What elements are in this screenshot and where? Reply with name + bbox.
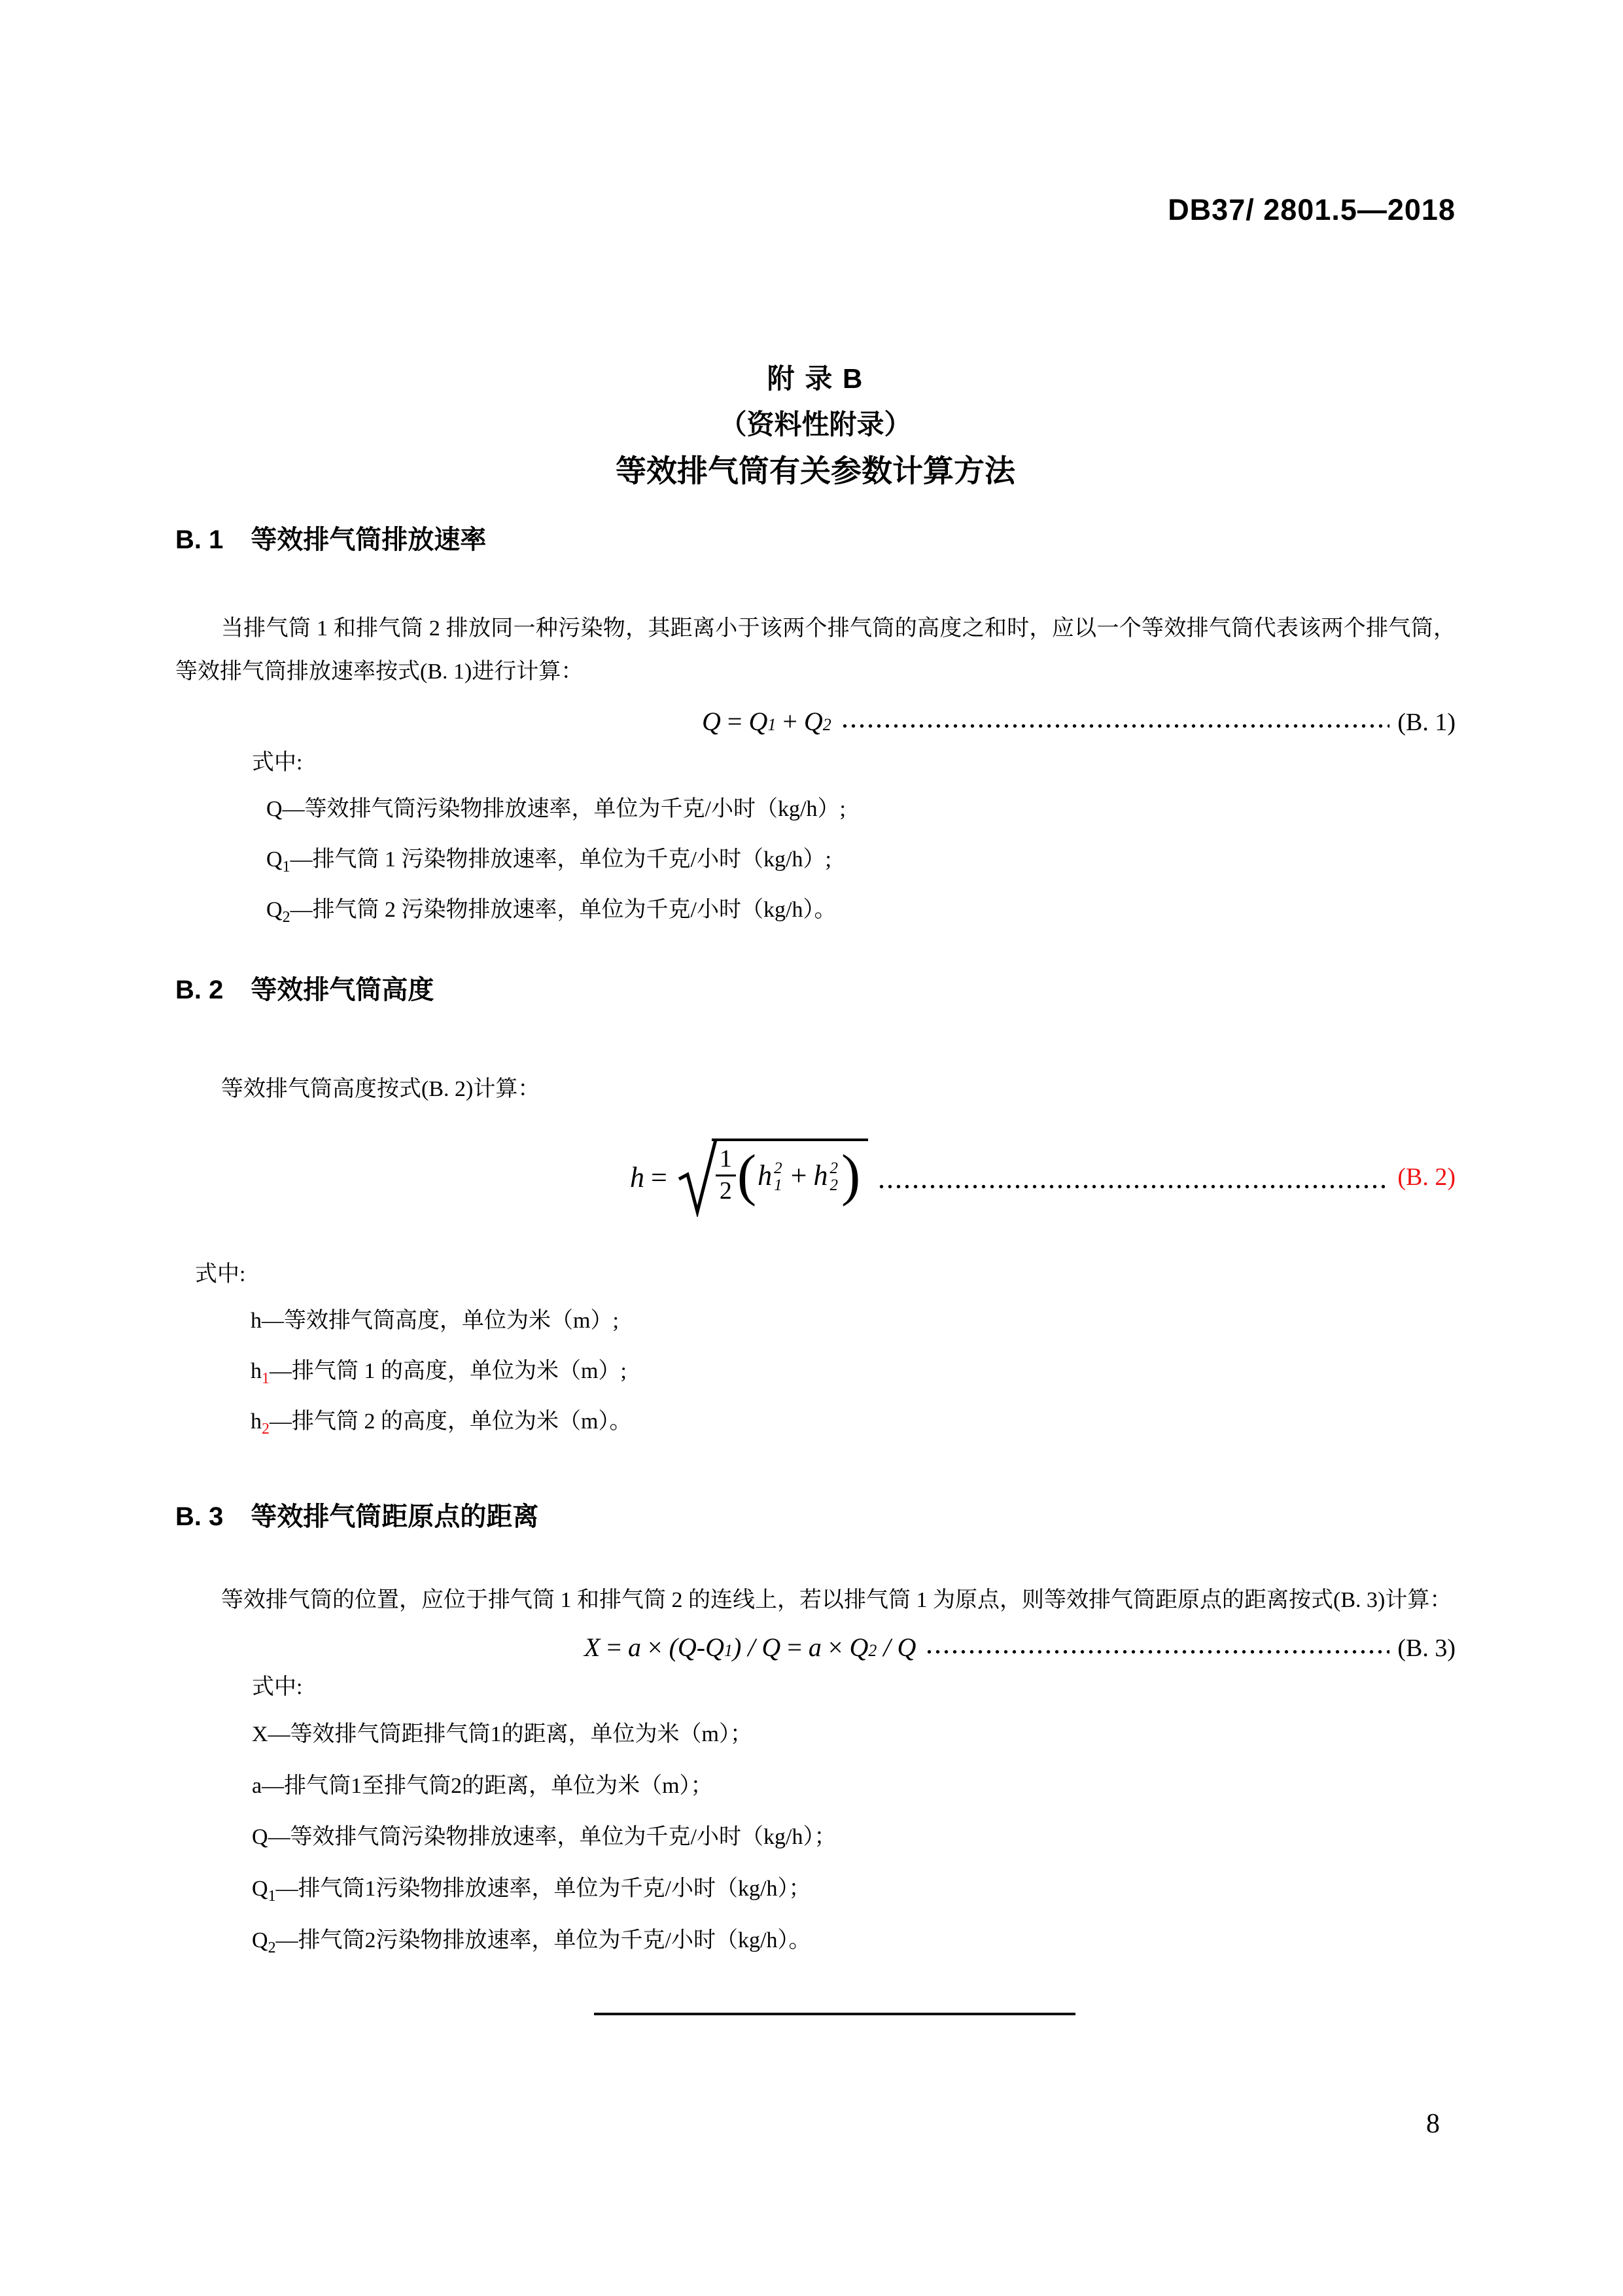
section-b1-paragraph: 当排气筒 1 和排气筒 2 排放同一种污染物，其距离小于该两个排气筒的高度之和时，应以一个等效排气筒代表该两个排气筒，等效排气筒排放速率按式(B. 1)进行计算：	[175, 616, 1456, 684]
page-header	[175, 195, 1456, 225]
formula-b3-QminusQ: (Q-Q	[669, 1632, 724, 1662]
definition-item	[252, 1867, 1456, 1918]
formula-b3-row	[175, 1629, 1456, 1663]
symbol: Q	[266, 847, 283, 872]
definition-item	[266, 838, 1456, 889]
definition-text: —等效排气筒污染物排放速率，单位为千克/小时（kg/h）；	[268, 1825, 837, 1850]
symbol-subscript: 1	[262, 1369, 270, 1387]
h2-supsub	[829, 1160, 838, 1195]
equals-sign: =	[651, 1161, 667, 1193]
symbol-subscript: 2	[268, 1939, 276, 1956]
formula-b1-Q2-subscript: 2	[822, 715, 831, 734]
h1-superscript: 2	[774, 1159, 782, 1177]
h1-supsub	[774, 1160, 782, 1195]
section-b3-heading	[175, 1502, 1456, 1532]
appendix-title-block	[175, 356, 1456, 495]
symbol: Q	[266, 797, 283, 821]
symbol-subscript: 2	[262, 1420, 270, 1438]
appendix-note: （资料性附录）	[719, 409, 912, 440]
formula-b2-label: (B. 2)	[1397, 1163, 1456, 1192]
section-b3-paragraph: 等效排气筒的位置，应位于排气筒 1 和排气筒 2 的连线上，若以排气筒 1 为原点，则等效排气筒距原点的距离按式(B. 3)计算：	[221, 1587, 1452, 1612]
section-b3-title: 等效排气筒距原点的距离	[251, 1502, 539, 1531]
dot-leader	[841, 723, 1390, 729]
section-b2-where-label: 式中:	[195, 1262, 246, 1287]
formula-b3-a2: a	[808, 1632, 822, 1662]
dot-leader	[925, 1649, 1389, 1655]
definition-item	[252, 1764, 1456, 1816]
symbol-subscript: 1	[282, 858, 290, 875]
formula-b3-overQ: ) / Q	[732, 1632, 781, 1662]
symbol-subscript: 2	[282, 908, 290, 926]
section-b1-title: 等效排气筒排放速率	[251, 525, 487, 554]
section-b1-number: B. 1	[175, 525, 224, 554]
formula-b3-Q1-subscript: 1	[724, 1640, 733, 1660]
symbol: Q	[252, 1825, 268, 1850]
formula-b1-Q1-subscript: 1	[767, 715, 777, 734]
section-b3-where-label: 式中:	[252, 1674, 303, 1699]
formula-b3-overQ2: / Q	[877, 1632, 916, 1662]
plus-sign: +	[782, 707, 797, 736]
formula-b2	[630, 1137, 868, 1217]
page-number: 8	[1426, 2109, 1440, 2139]
formula-b3-Q2-subscript: 2	[868, 1640, 877, 1660]
section-b2-definition-list	[251, 1299, 1456, 1450]
fraction-denominator: 2	[719, 1177, 732, 1205]
section-b2-number: B. 2	[175, 976, 224, 1005]
formula-b3-Q2: Q	[849, 1632, 869, 1662]
h2-superscript: 2	[829, 1159, 838, 1177]
definition-item	[251, 1299, 1456, 1350]
symbol: h	[251, 1309, 262, 1333]
radicand	[712, 1139, 868, 1207]
section-b2-title: 等效排气筒高度	[251, 976, 434, 1005]
section-b1-where-label: 式中:	[252, 751, 303, 775]
definition-text: —排气筒1污染物排放速率，单位为千克/小时（kg/h）；	[275, 1877, 811, 1901]
formula-b2-h1: h	[758, 1159, 773, 1192]
equals-sign: =	[727, 707, 742, 736]
definition-item	[252, 1918, 1456, 1970]
section-b3-definition-list	[252, 1712, 1456, 1970]
section-b1-heading	[175, 525, 1456, 555]
symbol: X	[252, 1722, 268, 1746]
symbol: h	[251, 1409, 262, 1434]
symbol: h	[251, 1359, 262, 1384]
definition-item	[266, 788, 1456, 838]
symbol: Q	[252, 1877, 268, 1901]
formula-b1	[702, 706, 831, 737]
equals-sign: =	[787, 1632, 802, 1662]
section-b2-paragraph: 等效排气筒高度按式(B. 2)计算：	[221, 1077, 540, 1102]
definition-text: —排气筒 1 污染物排放速率，单位为千克/小时（kg/h）;	[290, 847, 831, 872]
definition-text: —排气筒1至排气筒2的距离，单位为米（m）；	[262, 1773, 713, 1798]
appendix-title: 附 录 B	[767, 363, 864, 394]
section-b3-number: B. 3	[175, 1502, 224, 1531]
symbol: a	[252, 1773, 262, 1798]
formula-b1-Q: Q	[702, 707, 721, 736]
definition-text: —排气筒 2 的高度，单位为米（m）。	[270, 1409, 632, 1434]
definition-item	[251, 1350, 1456, 1400]
appendix-subject: 等效排气筒有关参数计算方法	[616, 453, 1015, 488]
symbol-subscript: 1	[268, 1887, 276, 1905]
h1-subscript: 1	[774, 1176, 782, 1194]
square-root	[678, 1137, 868, 1217]
definition-text: —等效排气筒高度，单位为米（m）;	[262, 1309, 619, 1333]
section-b1-definition-list	[266, 788, 1456, 938]
footnote-rule	[594, 2013, 1075, 2015]
multiply-sign: ×	[648, 1632, 663, 1662]
formula-b2-row	[175, 1128, 1456, 1226]
multiply-sign: ×	[828, 1632, 843, 1662]
equals-sign: =	[606, 1632, 621, 1662]
formula-b3	[584, 1632, 916, 1663]
left-parenthesis: (	[737, 1144, 757, 1208]
dot-leader	[877, 1184, 1389, 1190]
definition-text: —等效排气筒距排气筒1的距离，单位为米（m）；	[268, 1722, 753, 1746]
formula-b2-h2: h	[813, 1159, 828, 1192]
symbol: Q	[252, 1928, 268, 1952]
section-b2-heading	[175, 975, 1456, 1005]
definition-item	[251, 1400, 1456, 1451]
definition-text: —等效排气筒污染物排放速率，单位为千克/小时（kg/h）;	[282, 797, 846, 821]
formula-b2-h: h	[630, 1161, 644, 1193]
definition-item	[252, 1815, 1456, 1867]
definition-text: —排气筒2污染物排放速率，单位为千克/小时（kg/h）。	[275, 1928, 811, 1952]
plus-sign: +	[790, 1159, 807, 1192]
standard-number: DB37/ 2801.5—2018	[1168, 193, 1456, 226]
symbol: Q	[266, 897, 283, 922]
formula-b3-a: a	[628, 1632, 641, 1662]
fraction-numerator: 1	[716, 1146, 736, 1176]
formula-b1-label: (B. 1)	[1397, 709, 1456, 736]
right-parenthesis: )	[841, 1144, 861, 1208]
formula-b3-label: (B. 3)	[1397, 1634, 1456, 1662]
definition-item	[266, 889, 1456, 939]
fraction-one-half	[716, 1146, 736, 1205]
definition-text: —排气筒 2 污染物排放速率，单位为千克/小时（kg/h）。	[290, 897, 837, 922]
definition-item	[252, 1712, 1456, 1764]
formula-b3-X: X	[584, 1632, 601, 1662]
formula-b1-Q1: Q	[748, 707, 768, 736]
h2-subscript: 2	[829, 1176, 838, 1194]
formula-b1-Q2: Q	[803, 707, 823, 736]
formula-b1-row	[175, 703, 1456, 737]
definition-text: —排气筒 1 的高度，单位为米（m）;	[270, 1359, 627, 1384]
